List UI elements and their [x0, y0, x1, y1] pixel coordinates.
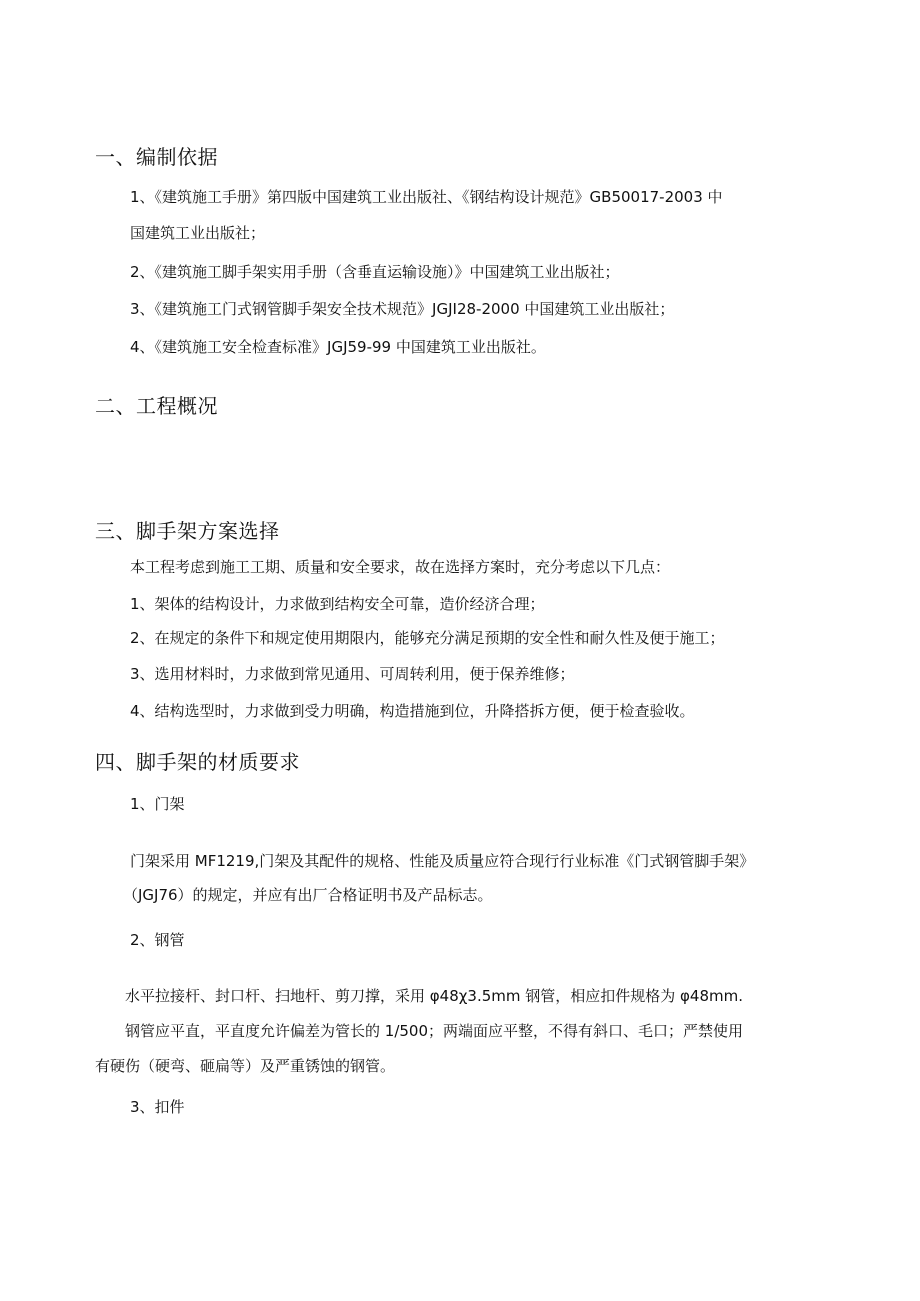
scheme-intro: 本工程考虑到施工工期、质量和安全要求，故在选择方案时，充分考虑以下几点：	[130, 558, 671, 576]
scheme-item-2: 2、在规定的条件下和规定使用期限内，能够充分满足预期的安全性和耐久性及便于施工；	[130, 629, 725, 647]
materials-sub-fastener: 3、扣件	[130, 1098, 185, 1116]
steel-pipe-line-3: 有硬伤（硬弯、砸扁等）及严重锈蚀的钢管。	[95, 1057, 396, 1075]
door-frame-line-2: （JGJ76）的规定，并应有出厂合格证明书及产品标志。	[123, 886, 493, 904]
materials-sub-steel-pipe: 2、钢管	[130, 931, 185, 949]
section-heading-overview: 二、工程概况	[95, 394, 218, 418]
door-frame-line-1: 门架采用 MF1219,门架及其配件的规格、性能及质量应符合现行行业标准《门式钢管脚手架》	[130, 852, 755, 870]
basis-item-4: 4、《建筑施工安全检查标准》JGJ59-99 中国建筑工业出版社。	[130, 338, 546, 356]
steel-pipe-line-1: 水平拉接杆、封口杆、扫地杆、剪刀撑，采用 φ48χ3.5mm 钢管，相应扣件规格为 φ48mm.	[125, 987, 744, 1005]
basis-item-2: 2、《建筑施工脚手架实用手册（含垂直运输设施）》中国建筑工业出版社；	[130, 263, 620, 281]
basis-item-1: 1、《建筑施工手册》第四版中国建筑工业出版社、《钢结构设计规范》GB50017-2003 中	[130, 188, 723, 206]
basis-item-1-cont: 国建筑工业出版社；	[130, 224, 266, 242]
basis-item-3: 3、《建筑施工门式钢管脚手架安全技术规范》JGJI28-2000 中国建筑工业出版社；	[130, 300, 675, 318]
section-heading-basis: 一、编制依据	[95, 145, 218, 169]
scheme-item-1: 1、架体的结构设计，力求做到结构安全可靠，造价经济合理；	[130, 595, 545, 613]
section-heading-scheme: 三、脚手架方案选择	[95, 519, 280, 543]
section-heading-materials: 四、脚手架的材质要求	[95, 750, 300, 774]
scheme-item-4: 4、结构选型时，力求做到受力明确，构造措施到位，升降搭拆方便，便于检查验收。	[130, 702, 695, 720]
materials-sub-door-frame: 1、门架	[130, 795, 185, 813]
scheme-item-3: 3、选用材料时，力求做到常见通用、可周转利用，便于保养维修；	[130, 665, 575, 683]
steel-pipe-line-2: 钢管应平直，平直度允许偏差为管长的 1/500；两端面应平整，不得有斜口、毛口；严禁使用	[125, 1022, 743, 1040]
